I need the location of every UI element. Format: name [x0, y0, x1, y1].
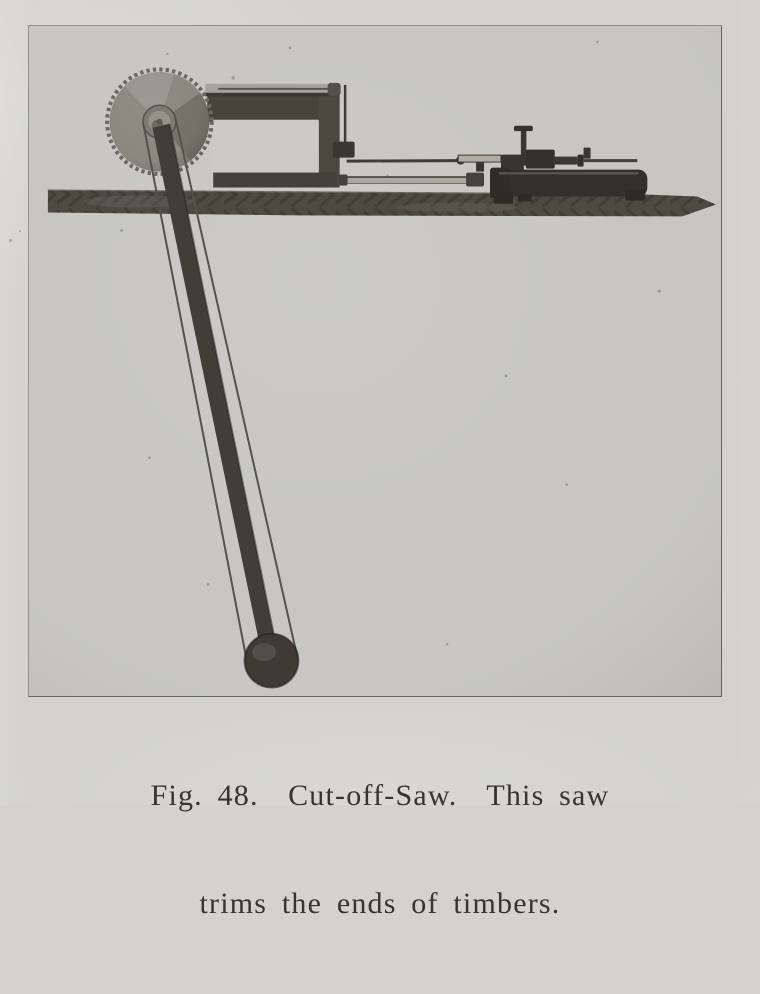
piston-rod	[458, 155, 501, 162]
caption-line-2: trims the ends of timbers.	[0, 886, 760, 922]
page-speck	[9, 239, 12, 242]
cutoff-saw-illustration	[29, 26, 721, 696]
drive-pulley	[245, 634, 299, 688]
valve-block	[526, 150, 555, 169]
control-lever	[521, 128, 526, 166]
carriage-frame	[205, 83, 340, 188]
figure-caption	[0, 706, 760, 994]
rod-sleeve	[466, 173, 484, 187]
figure-photo	[28, 25, 722, 697]
page-speck	[19, 230, 21, 232]
frame-opening	[213, 120, 319, 173]
lever-handle	[514, 126, 533, 131]
rod-clamp	[333, 142, 355, 158]
caption-line-1: Fig. 48. Cut-off-Saw. This saw	[0, 778, 760, 814]
frame-bottom-rail	[213, 173, 336, 188]
